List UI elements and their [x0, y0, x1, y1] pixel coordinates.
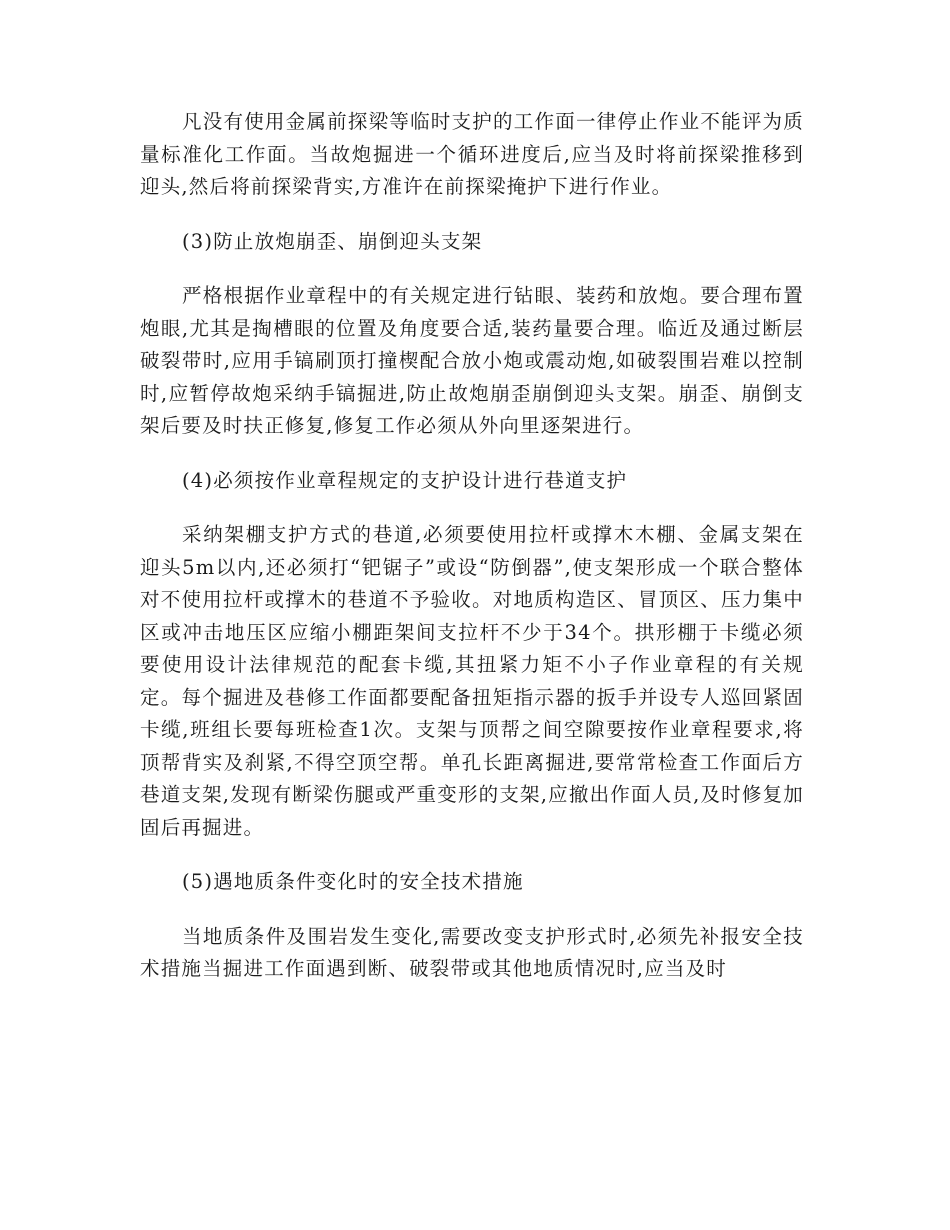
paragraph-temporary-support: 凡没有使用金属前探梁等临时支护的工作面一律停止作业不能评为质量标准化工作面。当故炮掘进一个循环进度后,应当及时将前探梁推移到迎头,然后将前探梁背实,方准许在前探梁掩护下进行作业。 — [140, 110, 804, 198]
paragraph-geology-change: 当地质条件及围岩发生变化,需要改变支护形式时,必须先补报安全技术措施当掘进工作面遇到断、破裂带或其他地质情况时,应当及时 — [140, 924, 804, 980]
section-heading-3: (3)防止放炮崩歪、崩倒迎头支架 — [182, 229, 483, 253]
paragraph-blasting: 严格根据作业章程中的有关规定进行钻眼、装药和放炮。要合理布置炮眼,尤其是掏槽眼的位置及角度要合适,装药量要合理。临近及通过断层破裂带时,应用手镐刷顶打撞楔配合放小炮或震动炮,如破裂围岩难以控制时,应暂停故炮采纳手镐掘进,防止故炮崩歪崩倒迎头支架。崩歪、崩倒支架后要及时扶正修复,修复工作必须从外向里逐架进行。 — [140, 284, 804, 437]
section-heading-5: (5)遇地质条件变化时的安全技术措施 — [182, 870, 524, 893]
section-heading-4: (4)必须按作业章程规定的支护设计进行巷道支护 — [182, 468, 628, 492]
paragraph-support-design: 采纳架棚支护方式的巷道,必须要使用拉杆或撑木木棚、金属支架在迎头5m以内,还必须打“钯锯子”或设“防倒器”,使支架形成一个联合整体对不使用拉杆或撑木的巷道不予验收。对地质构造区、冒顶区、压力集中区或冲击地压区应缩小棚距架间支拉杆不少于34个。拱形棚于卡缆必须要使用设计法律规范的配套卡缆,其扭紧力矩不小子作业章程的有关规定。每个掘进及巷修工作面都要配备扭矩指示器的扳手并设专人巡回紧固卡缆,班组长要每班检查1次。支架与顶帮之间空隙要按作业章程要求,将顶帮背实及刹紧,不得空顶空帮。单孔长距离掘进,要常常检查工作面后方巷道支架,发现有断梁伤腿或严重变形的支架,应撤出作面人员,及时修复加固后再掘进。 — [140, 523, 804, 839]
document-body — [140, 106, 804, 986]
